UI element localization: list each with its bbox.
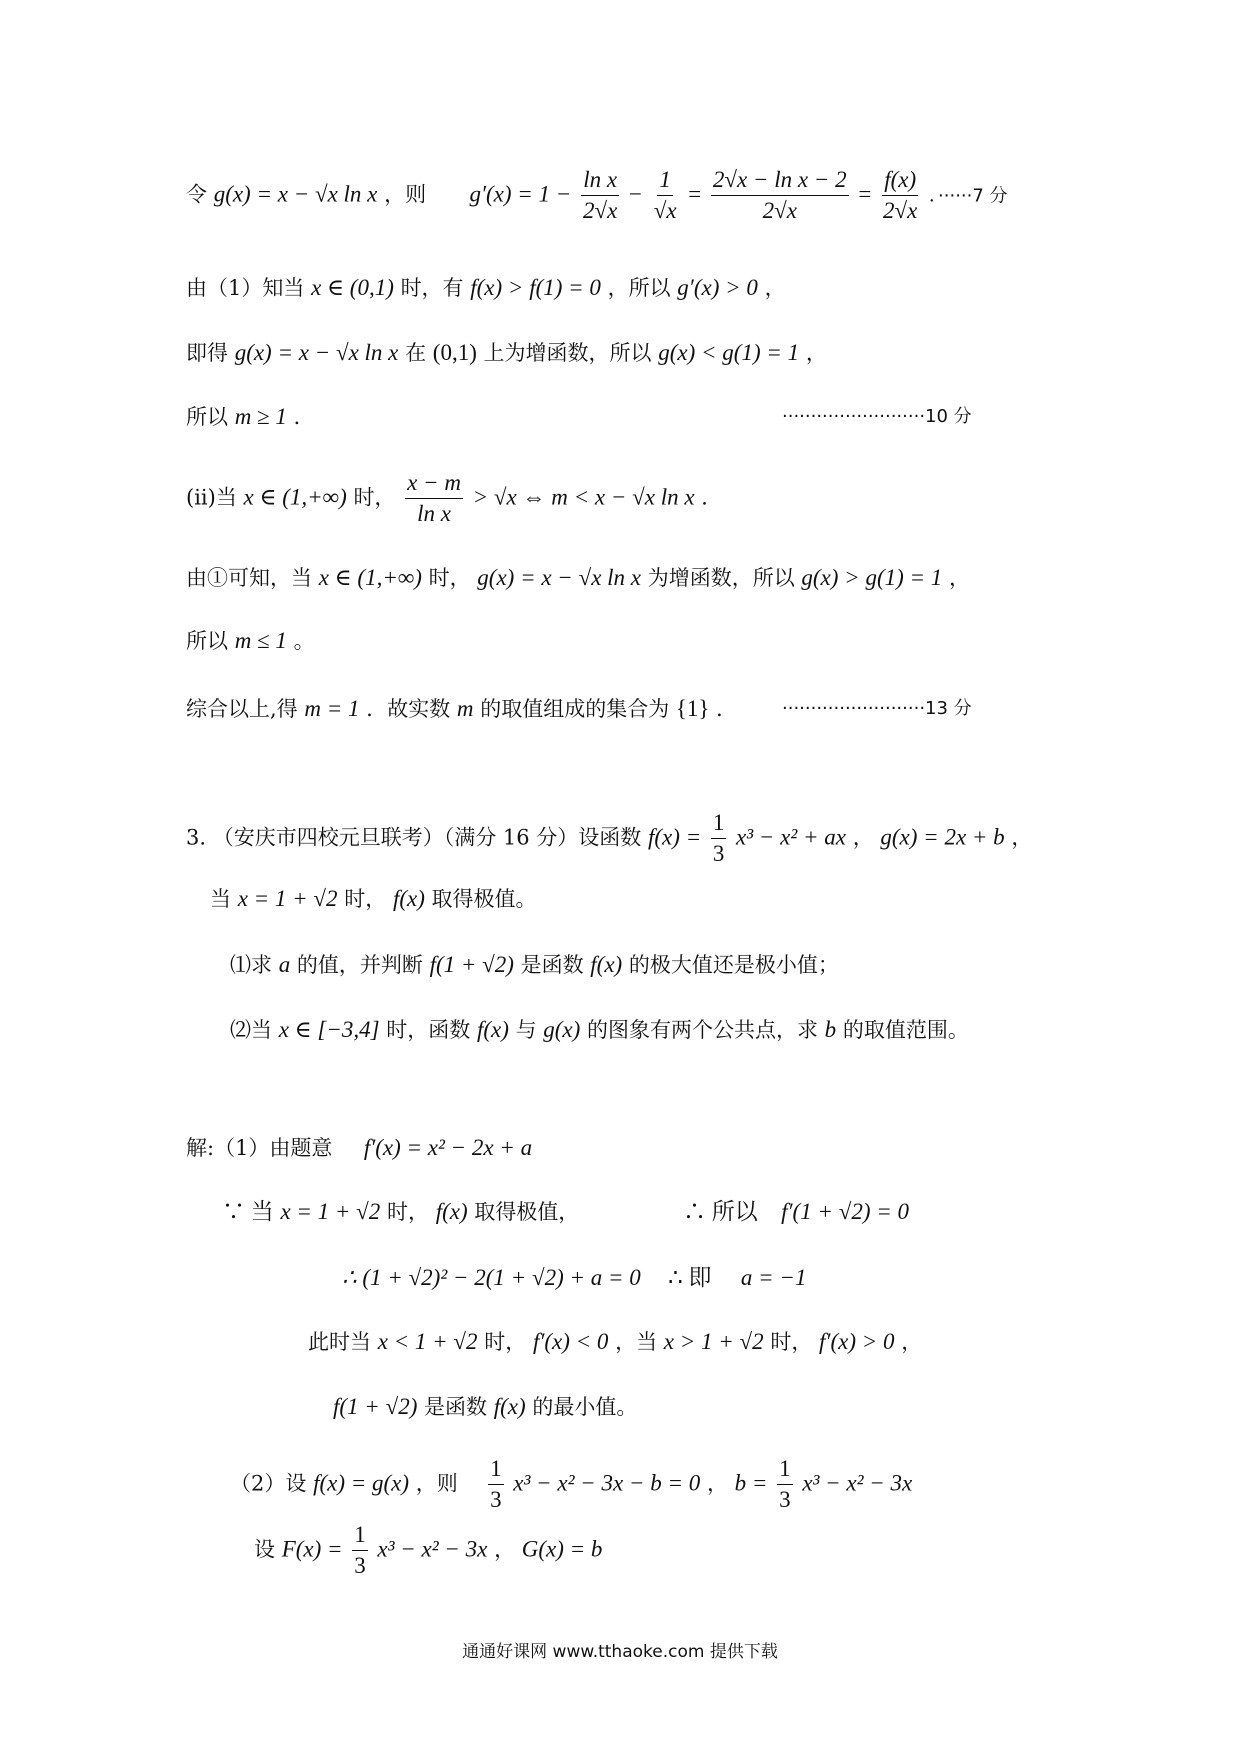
text: 上为增函数，所以 — [483, 341, 652, 365]
math: m — [456, 696, 474, 721]
eq-line-1 — [186, 167, 1008, 225]
math: f(1 + √2) — [333, 1394, 418, 1419]
math: b — [824, 1017, 837, 1042]
text: 当 — [210, 887, 231, 911]
text-line-4 — [186, 405, 315, 428]
math: g′(x) > 0 — [677, 275, 758, 300]
text: 的最小值。 — [532, 1395, 638, 1419]
math: x ∈ (1,+∞) — [243, 484, 347, 510]
text-line-8 — [186, 697, 737, 720]
text: ． — [701, 485, 723, 510]
text: 时， — [387, 1200, 429, 1224]
text: ， — [494, 1537, 516, 1562]
text: 的取值组成的集合为 — [480, 697, 670, 721]
math: g(x) > g(1) = 1 — [801, 565, 943, 590]
text: 的取值范围。 — [842, 1018, 969, 1042]
math: g(x) = 2x + b — [880, 824, 1005, 850]
math: x³ − x² + ax — [736, 824, 847, 850]
text-line-5 — [186, 470, 722, 528]
math: f(x) — [392, 886, 425, 911]
question-3-part-2 — [230, 1018, 969, 1041]
math: x³ − x² − 3x — [802, 1470, 913, 1496]
math: x ∈ (0,1) — [311, 275, 394, 300]
fraction: $\frac{1}{3}$ — [712, 810, 725, 867]
math: a = −1 — [740, 1265, 807, 1290]
math: G(x) = b — [521, 1536, 603, 1562]
text: 时， — [770, 1330, 813, 1354]
math: = — [858, 181, 872, 207]
math: f(x) = g(x) — [313, 1470, 410, 1496]
text: ， — [948, 566, 970, 590]
text: 的图象有两个公共点，求 — [586, 1018, 818, 1042]
fraction: $\frac{\text{2√x − ln x − 2}}{2√x}$ — [712, 167, 847, 224]
text: 的值，并判断 — [296, 953, 423, 977]
math: f(1 + √2) — [429, 952, 514, 977]
math: x = 1 + √2 — [237, 886, 338, 911]
text: (ii)当 — [186, 485, 237, 510]
text: 是函数 — [520, 953, 584, 977]
text: ∵ 当 — [222, 1199, 274, 1224]
fraction: $\frac{1}{3}$ — [354, 1522, 366, 1579]
math: f′(x) < 0 — [532, 1329, 609, 1354]
math: m ≤ 1 — [234, 628, 287, 653]
text: 由①可知，当 — [186, 566, 312, 590]
math: f′(1 + √2) = 0 — [781, 1199, 910, 1224]
text: 取得极值， — [474, 1200, 580, 1224]
math: m ≥ 1 — [234, 404, 287, 429]
math: > √x ⇔ m < x − √x ln x — [472, 484, 695, 510]
text: 所以 — [186, 629, 228, 653]
text: ， — [706, 1471, 728, 1496]
math: x ∈ [−3,4] — [278, 1017, 380, 1042]
fraction: $\frac{\text{ln x}}{2√x}$ — [583, 167, 618, 224]
math: F(x) = — [281, 1536, 343, 1562]
math: g(x) — [543, 1017, 581, 1042]
solution-line-1 — [186, 1136, 532, 1159]
text-line-2 — [186, 276, 786, 299]
math: g(x) = x − √x ln x — [213, 181, 378, 207]
math: x³ − x² − 3x − b = 0 — [513, 1470, 701, 1496]
text: 与 — [515, 1018, 537, 1042]
text: 在 — [405, 341, 427, 365]
math: ∴ (1 + √2)² − 2(1 + √2) + a = 0 — [342, 1265, 641, 1290]
text: ，则 — [415, 1471, 458, 1496]
fraction: $\frac{1}{3}$ — [490, 1456, 502, 1513]
math: = — [688, 181, 702, 207]
text: 时，有 — [400, 276, 464, 300]
text: 取得极值。 — [431, 887, 537, 911]
text: 时， — [428, 566, 471, 590]
fraction: $\frac{1}{√x}$ — [653, 167, 677, 224]
text: ⑵当 — [230, 1018, 272, 1042]
solution-line-2 — [222, 1200, 579, 1223]
solution-line-6 — [230, 1456, 912, 1514]
text: 3. （安庆市四校元旦联考）（满分 16 分）设函数 — [186, 825, 642, 850]
math: x < 1 + √2 — [377, 1329, 478, 1354]
math: g(x) = x − √x ln x — [234, 340, 399, 365]
fraction: $\frac{f(x)}{2√x}$ — [883, 167, 918, 224]
text: 综合以上,得 — [186, 697, 298, 721]
text: 解:（1）由题意 — [186, 1136, 333, 1160]
math: (0,1) — [432, 340, 477, 365]
text: 的极大值还是极小值； — [628, 953, 839, 977]
text: 设 — [254, 1537, 275, 1562]
text: ， — [805, 341, 827, 365]
text: ⑴求 — [230, 953, 272, 977]
math: x ∈ (1,+∞) — [318, 565, 422, 590]
score-marker-10: ·························10 分 — [782, 406, 972, 427]
text: ． — [293, 405, 315, 429]
text: ∴ 即 — [668, 1265, 712, 1290]
text: ，所以 — [607, 276, 671, 300]
math: f′(x) = x² − 2x + a — [363, 1135, 533, 1160]
math: g(x) < g(1) = 1 — [658, 340, 800, 365]
text: 时， — [484, 1330, 527, 1354]
math: {1} — [675, 696, 710, 721]
solution-line-7 — [254, 1522, 602, 1580]
solution-line-2b — [683, 1200, 909, 1223]
math: f(x) = — [647, 824, 702, 850]
score-marker-13: ·························13 分 — [782, 698, 972, 719]
text: 所以 — [186, 405, 228, 429]
math: f(x) — [435, 1199, 468, 1224]
question-3 — [186, 810, 1032, 868]
page-footer: 通通好课网 www.tthaoke.com 提供下载 — [462, 1642, 778, 1662]
text: 由（1）知当 — [186, 276, 305, 300]
text: 即得 — [186, 341, 228, 365]
text: ∴ 所以 — [683, 1199, 758, 1224]
text: ， — [1011, 825, 1033, 850]
text: 令 — [186, 182, 207, 207]
text: ，则 — [384, 182, 427, 207]
fraction: $\frac{1}{3}$ — [779, 1456, 791, 1513]
text: ，当 — [615, 1330, 658, 1354]
question-3-part-1 — [230, 953, 839, 976]
question-3-line-2 — [210, 887, 537, 910]
text: ， — [764, 276, 786, 300]
score-marker: ．······7 分 — [929, 185, 1008, 207]
math: f(x) — [590, 952, 623, 977]
text: 。 — [293, 629, 315, 653]
solution-line-5 — [333, 1395, 637, 1418]
math: m = 1 — [304, 696, 360, 721]
text-line-3 — [186, 341, 827, 364]
text: （2）设 — [230, 1471, 307, 1496]
math: x = 1 + √2 — [280, 1199, 381, 1224]
text: 为增函数，所以 — [647, 566, 795, 590]
text: 时，函数 — [386, 1018, 471, 1042]
math: g′(x) = 1 − — [469, 181, 572, 207]
math: f(x) — [476, 1017, 509, 1042]
text: 时， — [344, 887, 387, 911]
math: − — [629, 181, 643, 207]
math: f(x) > f(1) = 0 — [470, 275, 601, 300]
text: 此时当 — [308, 1330, 371, 1354]
math: g(x) = x − √x ln x — [477, 565, 642, 590]
text: ．故实数 — [366, 697, 451, 721]
text-line-7 — [186, 629, 315, 652]
math: b = — [734, 1470, 768, 1496]
math: f(x) — [493, 1394, 526, 1419]
math: x³ − x² − 3x — [377, 1536, 488, 1562]
fraction: $\frac{x - m}{\text{ln x}}$ — [407, 470, 461, 527]
text: ， — [901, 1330, 923, 1354]
text: ． — [716, 697, 738, 721]
solution-line-4 — [308, 1330, 922, 1353]
text: ， — [852, 825, 874, 850]
text-line-6 — [186, 566, 970, 589]
text: 是函数 — [424, 1395, 488, 1419]
math: a — [278, 952, 291, 977]
text: 时， — [353, 485, 396, 510]
solution-line-3 — [342, 1266, 806, 1289]
math: x > 1 + √2 — [663, 1329, 764, 1354]
math: f′(x) > 0 — [819, 1329, 895, 1354]
